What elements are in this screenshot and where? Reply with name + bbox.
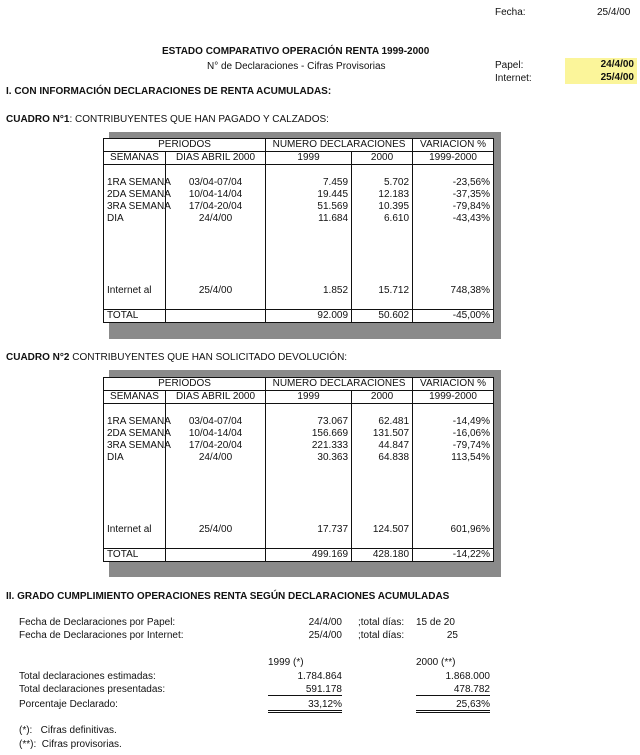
row-var: -23,56%	[413, 177, 494, 189]
table-row	[104, 177, 494, 189]
row-var: -14,49%	[413, 416, 494, 428]
page-title: ESTADO COMPARATIVO OPERACIÓN RENTA 1999-2000	[162, 46, 430, 57]
row-dias: 10/04-14/04	[166, 428, 266, 440]
cuadro1-table	[103, 138, 494, 323]
c2-h-dias: DIAS ABRIL 2000	[166, 391, 266, 404]
row-1999: 7.459	[266, 177, 352, 189]
row-2000: 131.507	[352, 428, 413, 440]
row-1999: 11.684	[266, 213, 352, 225]
c1-h-variacion: VARIACION %	[413, 139, 494, 152]
row-semana: TOTAL	[104, 549, 166, 562]
c1-h-1999: 1999	[266, 152, 352, 165]
cuadro1-label-rest: : CONTRIBUYENTES QUE HAN PAGADO Y CALZADOS:	[69, 114, 329, 125]
row-semana: 3RA SEMANA	[107, 440, 171, 451]
table-row	[104, 213, 494, 225]
porcentaje-1999: 33,12%	[268, 699, 342, 713]
page-subtitle: N° de Declaraciones - Cifras Provisorias	[207, 61, 386, 72]
table-row-internet	[104, 524, 494, 536]
row-var: -79,84%	[413, 201, 494, 213]
c1-h-2000: 2000	[352, 152, 413, 165]
row-1999: 73.067	[266, 416, 352, 428]
row-var: 748,38%	[413, 285, 494, 297]
row-2000: 428.180	[352, 549, 413, 562]
fecha-label: Fecha:	[495, 7, 526, 18]
col-2000-header: 2000 (**)	[416, 657, 456, 668]
fecha-papel-total-value: 15 de 20	[416, 617, 455, 628]
row-2000: 12.183	[352, 189, 413, 201]
row-var: 601,96%	[413, 524, 494, 536]
row-semana: Internet al	[107, 524, 152, 535]
row-2000: 6.610	[352, 213, 413, 225]
cuadro2-label	[6, 352, 347, 363]
estimadas-label: Total declaraciones estimadas:	[19, 671, 156, 682]
cuadro2-table	[103, 377, 494, 562]
papel-label: Papel:	[495, 60, 524, 71]
row-2000: 44.847	[352, 440, 413, 452]
presentadas-1999: 591.178	[268, 684, 342, 696]
row-var: -37,35%	[413, 189, 494, 201]
row-1999: 19.445	[266, 189, 352, 201]
row-semana: 1RA SEMANA	[107, 416, 171, 427]
row-var: 113,54%	[413, 452, 494, 464]
c2-h-semanas: SEMANAS	[104, 391, 166, 404]
row-2000: 15.712	[352, 285, 413, 297]
fecha-internet-total-label: ;total días:	[358, 630, 405, 641]
c2-h-var: 1999-2000	[413, 391, 494, 404]
row-2000: 5.702	[352, 177, 413, 189]
table-row-total	[104, 310, 494, 323]
row-dias: 24/4/00	[166, 213, 266, 225]
row-semana: DIA	[107, 213, 124, 224]
row-semana: TOTAL	[104, 310, 166, 323]
row-2000: 124.507	[352, 524, 413, 536]
row-1999: 1.852	[266, 285, 352, 297]
note-provisorias: (**): Cifras provisorias.	[19, 739, 122, 750]
row-var: -14,22%	[413, 549, 494, 562]
row-dias: 03/04-07/04	[166, 177, 266, 189]
row-var: -45,00%	[413, 310, 494, 323]
row-var: -79,74%	[413, 440, 494, 452]
row-2000: 62.481	[352, 416, 413, 428]
row-semana: 1RA SEMANA	[107, 177, 171, 188]
c2-h-1999: 1999	[266, 391, 352, 404]
fecha-internet-label: Fecha de Declaraciones por Internet:	[19, 630, 184, 641]
presentadas-label: Total declaraciones presentadas:	[19, 684, 166, 695]
row-dias: 25/4/00	[166, 524, 266, 536]
c2-h-2000: 2000	[352, 391, 413, 404]
row-dias: 10/04-14/04	[166, 189, 266, 201]
fecha-papel-value: 24/4/00	[308, 617, 342, 628]
table-row	[104, 428, 494, 440]
row-1999: 51.569	[266, 201, 352, 213]
row-dias	[166, 549, 266, 562]
section1-title: I. CON INFORMACIÓN DECLARACIONES DE RENTA ACUMULADAS:	[6, 86, 332, 97]
fecha-internet-value: 25/4/00	[308, 630, 342, 641]
row-semana: Internet al	[107, 285, 152, 296]
fecha-papel-total-label: ;total días:	[358, 617, 405, 628]
c1-h-periodos: PERIODOS	[104, 139, 266, 152]
table-row	[104, 189, 494, 201]
table-row	[104, 452, 494, 464]
row-2000: 64.838	[352, 452, 413, 464]
cuadro1-label-bold: CUADRO N°1	[6, 114, 70, 125]
internet-value: 25/4/00	[600, 72, 634, 83]
row-1999: 17.737	[266, 524, 352, 536]
row-semana: 3RA SEMANA	[107, 201, 171, 212]
row-dias: 03/04-07/04	[166, 416, 266, 428]
row-semana: 2DA SEMANA	[107, 189, 171, 200]
row-dias: 17/04-20/04	[166, 440, 266, 452]
c1-h-dias: DIAS ABRIL 2000	[166, 152, 266, 165]
row-var: -43,43%	[413, 213, 494, 225]
section2-title: II. GRADO CUMPLIMIENTO OPERACIONES RENTA SEGÚN DECLARACIONES ACUMULADAS	[6, 591, 450, 602]
fecha-internet-total-value: 25	[446, 630, 458, 641]
table-row	[104, 440, 494, 452]
c2-h-numero: NUMERO DECLARACIONES	[266, 378, 413, 391]
col-1999-header: 1999 (*)	[268, 657, 304, 668]
cuadro2-label-rest: CONTRIBUYENTES QUE HAN SOLICITADO DEVOLUCIÓN:	[69, 352, 348, 363]
table-row-total	[104, 549, 494, 562]
row-1999: 156.669	[266, 428, 352, 440]
cuadro1-label	[6, 114, 329, 125]
row-semana: 2DA SEMANA	[107, 428, 171, 439]
fecha-papel-label: Fecha de Declaraciones por Papel:	[19, 617, 176, 628]
row-1999: 221.333	[266, 440, 352, 452]
row-semana: DIA	[107, 452, 124, 463]
row-1999: 499.169	[266, 549, 352, 562]
c1-h-semanas: SEMANAS	[104, 152, 166, 165]
cuadro2-label-bold: CUADRO N°2	[6, 352, 70, 363]
c2-h-periodos: PERIODOS	[104, 378, 266, 391]
internet-label: Internet:	[495, 73, 532, 84]
c1-h-var: 1999-2000	[413, 152, 494, 165]
table-row	[104, 416, 494, 428]
row-dias: 25/4/00	[166, 285, 266, 297]
row-1999: 30.363	[266, 452, 352, 464]
row-2000: 10.395	[352, 201, 413, 213]
porcentaje-2000: 25,63%	[416, 699, 490, 713]
row-1999: 92.009	[266, 310, 352, 323]
row-var: -16,06%	[413, 428, 494, 440]
note-definitivas: (*): Cifras definitivas.	[19, 725, 117, 736]
porcentaje-label: Porcentaje Declarado:	[19, 699, 118, 710]
papel-value: 24/4/00	[600, 59, 634, 70]
row-dias: 17/04-20/04	[166, 201, 266, 213]
row-dias	[166, 310, 266, 323]
estimadas-2000: 1.868.000	[445, 671, 490, 682]
table-row-internet	[104, 285, 494, 297]
estimadas-1999: 1.784.864	[297, 671, 342, 682]
row-dias: 24/4/00	[166, 452, 266, 464]
presentadas-2000: 478.782	[416, 684, 490, 696]
table-row	[104, 201, 494, 213]
fecha-value: 25/4/00	[597, 7, 631, 18]
row-2000: 50.602	[352, 310, 413, 323]
c2-h-variacion: VARIACION %	[413, 378, 494, 391]
c1-h-numero: NUMERO DECLARACIONES	[266, 139, 413, 152]
